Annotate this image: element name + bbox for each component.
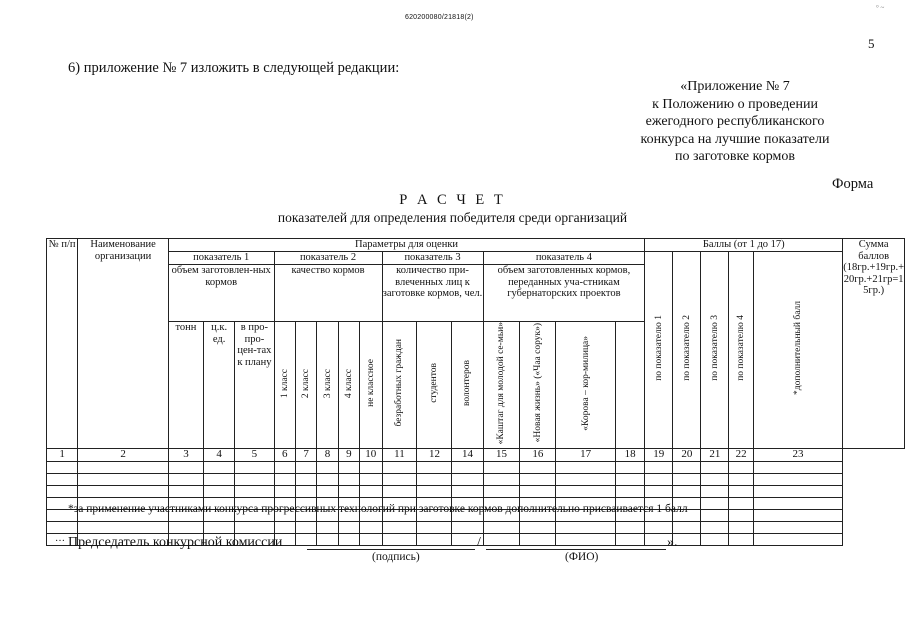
table-row bbox=[47, 521, 905, 533]
header-number: № п/п bbox=[47, 239, 78, 449]
page-title: Р А С Ч Е Т bbox=[399, 192, 506, 208]
column-number: 3 bbox=[168, 448, 203, 461]
appendix-line: конкурса на лучшие показатели bbox=[640, 131, 830, 147]
header-indicator-2: показатель 2 bbox=[274, 252, 382, 265]
column-number: 4 bbox=[204, 448, 235, 461]
signature-slash: / bbox=[477, 535, 481, 550]
subheader-class-2: 2 класс bbox=[295, 322, 316, 449]
appendix-line: к Положению о проведении bbox=[652, 96, 818, 112]
subheader-unemployed: безработных граждан bbox=[382, 322, 417, 449]
column-number: 6 bbox=[274, 448, 295, 461]
calculation-table bbox=[46, 238, 905, 546]
column-number: 8 bbox=[317, 448, 338, 461]
column-number: 21 bbox=[701, 448, 729, 461]
indicator-2-description: качество кормов bbox=[274, 265, 382, 322]
header-score-3: по показателю 3 bbox=[701, 252, 729, 449]
table-row bbox=[47, 473, 905, 485]
column-number: 23 bbox=[753, 448, 843, 461]
column-number: 5 bbox=[235, 448, 274, 461]
subheader-feed-units: ц.к. ед. bbox=[204, 322, 235, 449]
signature-caption: (подпись) bbox=[372, 551, 420, 563]
header-indicator-4: показатель 4 bbox=[483, 252, 645, 265]
header-extra-score: *дополнительный балл bbox=[753, 252, 843, 449]
column-number: 9 bbox=[338, 448, 359, 461]
page-number: 5 bbox=[868, 36, 875, 51]
column-number: 17 bbox=[556, 448, 616, 461]
appendix-line: «Приложение № 7 bbox=[680, 79, 790, 94]
subheader-tonnes: тонн bbox=[168, 322, 203, 449]
column-number: 10 bbox=[360, 448, 382, 461]
fio-line bbox=[486, 549, 666, 550]
indicator-3-description: количество при-влеченных лиц к заготовке кормов, чел. bbox=[382, 265, 483, 322]
subheader-nonclass: не классное bbox=[360, 322, 382, 449]
header-organization: Наименование организации bbox=[78, 239, 169, 449]
subheader-percent-of-plan: в про-про-цен-тах к плану bbox=[235, 322, 274, 449]
header-score-2: по показателю 2 bbox=[673, 252, 701, 449]
form-label: Форма bbox=[832, 176, 874, 192]
column-number: 14 bbox=[452, 448, 483, 461]
subheader-class-1: 1 класс bbox=[274, 322, 295, 449]
column-number: 7 bbox=[295, 448, 316, 461]
table-row bbox=[47, 461, 905, 473]
column-number: 2 bbox=[78, 448, 169, 461]
corner-mark: ° ~ bbox=[876, 4, 885, 12]
footnote: *за применение участниками конкурса прогрессивных технологий при заготовке кормов дополнительно присваивается 1 балл bbox=[68, 503, 688, 515]
header-scores: Баллы (от 1 до 17) bbox=[645, 239, 843, 252]
closing-quote: ». bbox=[667, 535, 678, 550]
subheader-volunteers: волонтеров bbox=[452, 322, 483, 449]
signature-line bbox=[307, 549, 475, 550]
header-score-1: по показателю 1 bbox=[645, 252, 673, 449]
column-number: 16 bbox=[520, 448, 556, 461]
subheader-korova: «Корова – кор-милица» bbox=[556, 322, 616, 449]
column-number: 15 bbox=[483, 448, 520, 461]
column-number: 22 bbox=[729, 448, 753, 461]
appendix-heading bbox=[585, 78, 885, 166]
document-number: 620200080/21818(2) bbox=[405, 14, 474, 21]
subheader-kashtag: «Каштаг для молодой се-мьи» bbox=[483, 322, 520, 449]
fio-caption: (ФИО) bbox=[565, 551, 599, 563]
subheader-class-4: 4 класс bbox=[338, 322, 359, 449]
subheader-novaya-zhizn: «Новая жизнь» («Чаа сорук») bbox=[520, 322, 556, 449]
subheader-students: студентов bbox=[417, 322, 452, 449]
amendment-intro: 6) приложение № 7 изложить в следующей редакции: bbox=[68, 60, 400, 76]
header-sum: Сумма баллов (18гр.+19гр.+ 20гр.+21гр=1 5гр.) bbox=[843, 239, 905, 449]
appendix-line: по заготовке кормов bbox=[674, 149, 795, 164]
column-number: 20 bbox=[673, 448, 701, 461]
indicator-4-description: объем заготовленных кормов, переданных уча-стникам губернаторских проектов bbox=[483, 265, 645, 322]
header-indicator-1: показатель 1 bbox=[168, 252, 274, 265]
ellipsis-cell: … bbox=[47, 533, 78, 545]
header-score-4: по показателю 4 bbox=[729, 252, 753, 449]
indicator-1-description: объем заготовлен-ных кормов bbox=[168, 265, 274, 322]
column-number: 11 bbox=[382, 448, 417, 461]
table-row bbox=[47, 485, 905, 497]
column-number: 18 bbox=[616, 448, 645, 461]
header-indicator-3: показатель 3 bbox=[382, 252, 483, 265]
column-number: 12 bbox=[417, 448, 452, 461]
column-number: 1 bbox=[47, 448, 78, 461]
page-subtitle: показателей для определения победителя среди организаций bbox=[277, 210, 628, 225]
appendix-line: ежегодного республиканского bbox=[645, 114, 825, 129]
signature-label: Председатель конкурсной комиссии bbox=[68, 535, 283, 550]
header-parameters: Параметры для оценки bbox=[168, 239, 644, 252]
subheader-class-3: 3 класс bbox=[317, 322, 338, 449]
column-number: 19 bbox=[645, 448, 673, 461]
